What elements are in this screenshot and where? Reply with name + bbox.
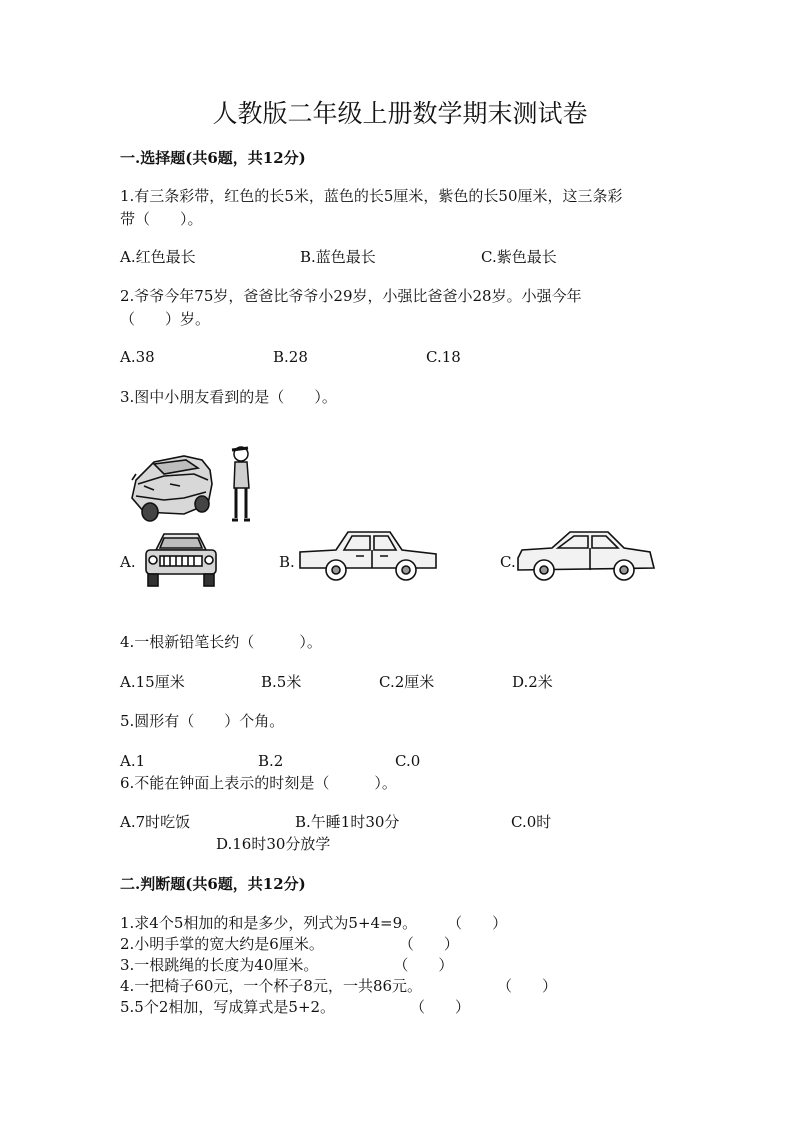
judge-item-3: 3.一根跳绳的长度为40厘米。 （ ） xyxy=(120,956,454,974)
q5-text: 5.圆形有（ ）个角。 xyxy=(120,712,285,730)
q5-option-c: C.0 xyxy=(395,752,421,770)
q6-option-a: A.7时吃饭 xyxy=(120,813,191,831)
q2-option-c: C.18 xyxy=(426,348,461,366)
section-2-heading: 二.判断题(共6题，共12分) xyxy=(120,875,306,893)
page-title: 人教版二年级上册数学期末测试卷 xyxy=(212,99,588,128)
q2-line2: （ ）岁。 xyxy=(120,310,211,328)
q1-line2: 带（ ）。 xyxy=(120,210,203,228)
q6-option-b: B.午睡1时30分 xyxy=(295,813,400,831)
section-1-heading: 一.选择题(共6题，共12分) xyxy=(120,149,306,167)
q3-option-b-label: B. xyxy=(279,553,295,571)
q6-option-c: C.0时 xyxy=(511,813,552,831)
judge-item-4: 4.一把椅子60元，一个杯子8元，一共86元。 （ ） xyxy=(120,977,558,995)
q1-option-b: B.蓝色最长 xyxy=(300,248,376,266)
judge-item-5: 5.5个2相加，写成算式是5+2。 （ ） xyxy=(120,998,471,1016)
q1-option-a: A.红色最长 xyxy=(120,248,196,266)
judge-item-2: 2.小明手掌的宽大约是6厘米。 （ ） xyxy=(120,935,459,953)
q3-option-a-car-front-icon xyxy=(140,530,220,590)
q3-text: 3.图中小朋友看到的是（ ）。 xyxy=(120,388,337,406)
q5-option-b: B.2 xyxy=(258,752,284,770)
q4-text: 4.一根新铅笔长约（ ）。 xyxy=(120,633,322,651)
q2-option-a: A.38 xyxy=(120,348,155,366)
q3-option-c-label: C. xyxy=(500,553,516,571)
q1-line1: 1.有三条彩带，红色的长5米，蓝色的长5厘米，紫色的长50厘米，这三条彩 xyxy=(120,187,623,205)
judge-item-1: 1.求4个5相加的和是多少，列式为5+4=9。 （ ） xyxy=(120,914,508,932)
q4-option-a: A.15厘米 xyxy=(120,673,185,691)
q2-option-b: B.28 xyxy=(273,348,308,366)
q3-option-b-car-side-icon xyxy=(296,526,440,584)
q5-option-a: A.1 xyxy=(120,752,146,770)
q3-option-c-car-side-icon xyxy=(514,528,658,584)
q4-option-c: C.2厘米 xyxy=(379,673,435,691)
q6-text: 6.不能在钟面上表示的时刻是（ ）。 xyxy=(120,774,397,792)
q4-option-b: B.5米 xyxy=(261,673,302,691)
q6-option-d: D.16时30分放学 xyxy=(216,835,331,853)
q3-option-a-label: A. xyxy=(120,553,136,571)
q2-line1: 2.爷爷今年75岁，爸爸比爷爷小29岁，小强比爸爸小28岁。小强今年 xyxy=(120,287,582,305)
q1-option-c: C.紫色最长 xyxy=(481,248,557,266)
q3-scene-figure xyxy=(124,440,264,530)
q4-option-d: D.2米 xyxy=(512,673,553,691)
